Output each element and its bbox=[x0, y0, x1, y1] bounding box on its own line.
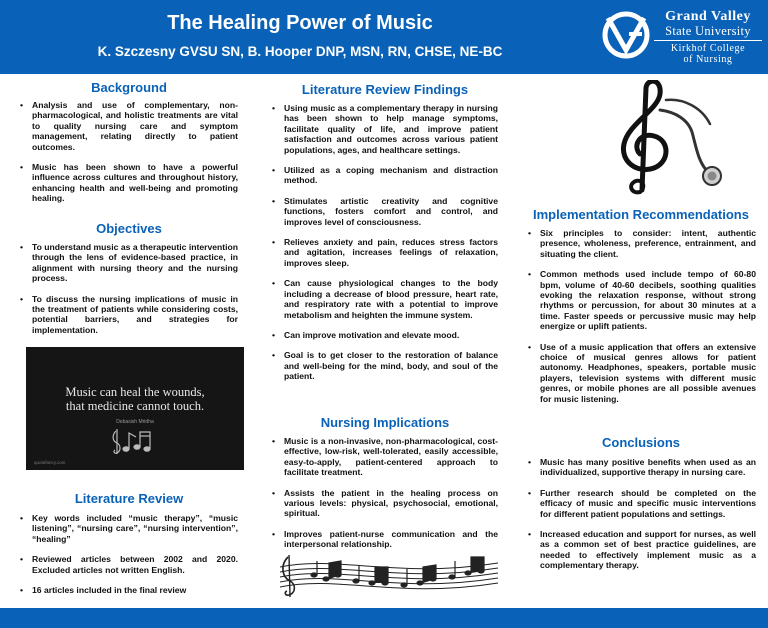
treble-clef-stethoscope-icon bbox=[580, 80, 730, 200]
implementation-list bbox=[528, 228, 756, 414]
list-item: • Using music as a complementary therapy in nursing has been shown to help manage symptoms, facilitate quality of life, and improve patient satisfaction and outcomes across various patient populations, ages, and healthcare settings. bbox=[272, 103, 498, 155]
background-list bbox=[20, 100, 238, 214]
logo-line-1: Grand Valley bbox=[665, 9, 751, 24]
list-item: • Key words included “music therapy”, “music listening”, “nursing care”, “nursing intervention”, “healing” bbox=[20, 513, 238, 544]
list-item: • Can improve motivation and elevate mood. bbox=[272, 330, 498, 340]
logo-line-2: State University bbox=[654, 25, 762, 41]
quote-line-2: that medicine cannot touch. bbox=[65, 399, 205, 413]
findings-heading: Literature Review Findings bbox=[301, 82, 469, 97]
quote-line-1: Music can heal the wounds, bbox=[65, 385, 205, 399]
music-staff-icon bbox=[278, 553, 500, 601]
list-item: • Improves patient-nurse communication and the interpersonal relationship. bbox=[272, 529, 498, 550]
logo-line-4: of Nursing bbox=[683, 53, 733, 65]
list-item: • Use of a music application that offers an extensive choice of musical genres allows for patient autonomy. Headphones, speakers, portable music players, television systems with different music genres, or mobile phones are all possible avenues for music listening. bbox=[528, 342, 756, 404]
list-item: • To discuss the nursing implications of music in the treatment of patients while considering costs, potential barriers, and strategies for implementation. bbox=[20, 294, 238, 336]
objectives-heading: Objectives bbox=[96, 221, 162, 236]
implementation-heading: Implementation Recommendations bbox=[533, 207, 749, 222]
literature-review-list bbox=[20, 513, 238, 605]
literature-review-heading: Literature Review bbox=[74, 491, 184, 506]
list-item: • Analysis and use of complementary, non-pharmacological, and holistic treatments are vital to quality nursing care and symptom management, relating directly to patient outcomes. bbox=[20, 100, 238, 152]
poster-footer bbox=[0, 608, 768, 628]
poster-header bbox=[0, 0, 768, 74]
conclusions-list bbox=[528, 457, 756, 581]
list-item: • Can cause physiological changes to the body including a decrease of blood pressure, heart rate, and respiratory rate with a potential to improve metabolism and heighten the immune system. bbox=[272, 278, 498, 320]
list-item: • Music has many positive benefits when used as an individualized, supportive therapy in nursing care. bbox=[528, 457, 756, 478]
nursing-implications-heading: Nursing Implications bbox=[320, 415, 450, 430]
logo-line-3: Kirkhof College bbox=[670, 42, 746, 54]
gvsu-logo-icon bbox=[602, 10, 650, 60]
list-item: • Goal is to get closer to the restoration of balance and well-being for the mind, body, and soul of the patient. bbox=[272, 350, 498, 381]
poster-title: The Healing Power of Music bbox=[167, 12, 433, 34]
quote-text bbox=[26, 385, 244, 413]
list-item: • Music has been shown to have a powerful influence across cultures and throughout history, enhancing health and well-being and promoting healing. bbox=[20, 162, 238, 204]
list-item: • To understand music as a therapeutic intervention through the lens of evidence-based practice, in alignment with nursing theory and the nursing process. bbox=[20, 242, 238, 284]
list-item: • Reviewed articles between 2002 and 2020. Excluded articles not written English. bbox=[20, 554, 238, 575]
list-item: • Assists the patient in the healing process on various levels: physical, psychosocial, emotional, spiritual. bbox=[272, 488, 498, 519]
gvsu-logo bbox=[602, 8, 762, 64]
quote-image bbox=[26, 347, 244, 470]
list-item: • 16 articles included in the final review bbox=[20, 585, 238, 595]
list-item: • Common methods used include tempo of 60-80 bpm, volume of 40-60 decibels, soothing qualities evoking the relaxation response, without strong rhythms or percussion, for about 30 minutes at a time. Faster speeds or percussive music may help energize or uplift patients. bbox=[528, 269, 756, 331]
music-notes-icon bbox=[111, 427, 159, 455]
logo-wordmark bbox=[654, 10, 762, 65]
list-item: • Stimulates artistic creativity and cognitive functions, fosters comfort and control, and improves level of consciousness. bbox=[272, 196, 498, 227]
quote-author: Debasish Mridha bbox=[116, 419, 154, 425]
poster-authors: K. Szczesny GVSU SN, B. Hooper DNP, MSN, RN, CHSE, NE-BC bbox=[97, 44, 503, 59]
list-item: • Relieves anxiety and pain, reduces stress factors and agitation, increases feelings of relaxation, improves sleep. bbox=[272, 237, 498, 268]
list-item: • Utilized as a coping mechanism and distraction method. bbox=[272, 165, 498, 186]
conclusions-heading: Conclusions bbox=[601, 435, 680, 450]
list-item: • Increased education and support for nurses, as well as a common set of best practice guidelines, are needed to effectively implement music as a complementary therapy. bbox=[528, 529, 756, 571]
list-item: • Six principles to consider: intent, authentic presence, wholeness, preference, entrainment, and situating the client. bbox=[528, 228, 756, 259]
quote-site: quotefancy.com bbox=[34, 460, 66, 465]
background-heading: Background bbox=[91, 80, 167, 95]
objectives-list bbox=[20, 242, 238, 345]
findings-list bbox=[272, 103, 498, 392]
list-item: • Further research should be completed on the efficacy of music and specific music interventions for different patient populations and settings. bbox=[528, 488, 756, 519]
nursing-implications-list bbox=[272, 436, 498, 560]
list-item: • Music is a non-invasive, non-pharmacological, cost-effective, low-risk, well-tolerated, easily accessible, easy-to-apply, patient-centered approach to facilitate treatment. bbox=[272, 436, 498, 478]
